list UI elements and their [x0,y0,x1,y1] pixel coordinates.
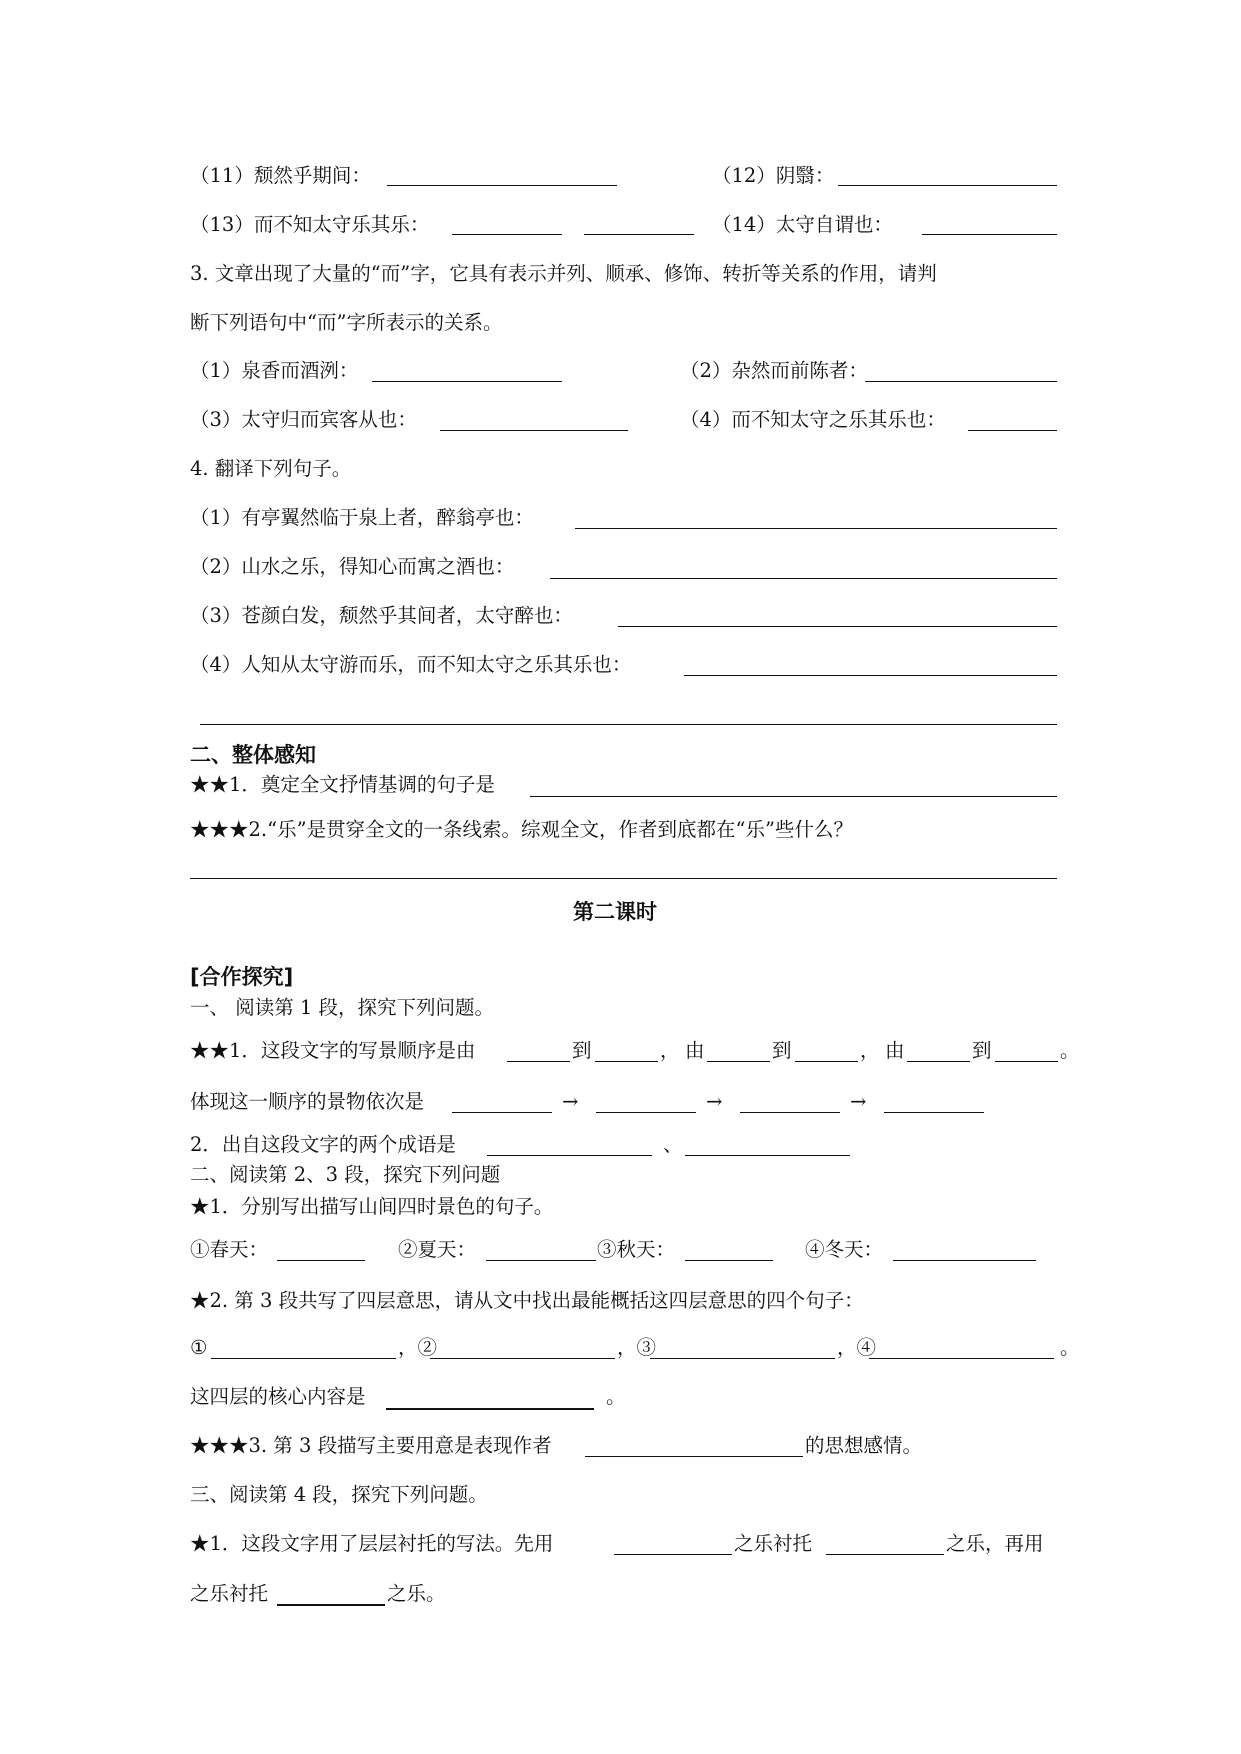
q3-3-answer-blank[interactable] [440,430,628,431]
s1-q1-to-1: 到 [572,1039,592,1062]
s2-q2-period: 。 [1060,1336,1080,1359]
s2-q2-item3-label: ，③ [617,1336,657,1359]
q4-4-label: （4）人知从太守游而乐，而不知太守之乐其乐也： [190,653,632,676]
s1-q1-from-2: 由 [685,1039,705,1062]
q14-answer-blank[interactable] [922,234,1057,235]
s2-heading: 二、阅读第 2、3 段，探究下列问题 [190,1163,501,1186]
s2-winter-label: ④冬天： [805,1238,884,1261]
q4-3-answer-blank[interactable] [618,626,1057,627]
q11-label: （11）颓然乎期间： [190,164,371,187]
q3-4-answer-blank[interactable] [968,430,1057,431]
s1-q1-blank-5[interactable] [907,1061,970,1062]
s2-q2-blank-1[interactable] [211,1358,396,1359]
q3-prompt-line1: 3. 文章出现了大量的“而”字，它具有表示并列、顺承、修饰、转折等关系的作用，请判 [190,262,937,285]
s1-q1-blank-4[interactable] [795,1061,858,1062]
arrow-icon: → [706,1090,723,1113]
q3-1-answer-blank[interactable] [372,381,562,382]
s3-q1-blank-1[interactable] [614,1554,732,1555]
s2-autumn-blank[interactable] [685,1260,773,1261]
q3-2-answer-blank[interactable] [865,381,1057,382]
s1-sequence-blank-1[interactable] [452,1112,552,1113]
q11-answer-blank[interactable] [387,185,617,186]
lesson-title: 第二课时 [573,900,657,924]
q12-label: （12）阴翳： [712,164,835,187]
s3-heading: 三、阅读第 4 段，探究下列问题。 [190,1483,488,1506]
s2-q2-blank-4[interactable] [869,1358,1054,1359]
part2-q1-label: ★★1．奠定全文抒情基调的句子是 [190,773,495,796]
s3-q1-mid-2: 之乐，再用 [946,1532,1044,1555]
s3-q1-blank-2[interactable] [826,1554,944,1555]
q3-3-label: （3）太守归而宾客从也： [190,408,417,431]
s1-q1-blank-6[interactable] [995,1061,1058,1062]
s2-q2-prompt: ★2. 第 3 段共写了四层意思，请从文中找出最能概括这四层意思的四个句子： [190,1289,864,1312]
s1-sequence-label: 体现这一顺序的景物依次是 [190,1090,425,1113]
s2-q2-blank-3[interactable] [650,1358,835,1359]
s2-winter-blank[interactable] [893,1260,1036,1261]
s2-q2-item1-label: ① [190,1336,208,1359]
q4-1-answer-blank[interactable] [575,528,1057,529]
section-cooperative-inquiry: [合作探究] [190,965,294,989]
s2-q3-suffix: 的思想感情。 [805,1434,923,1457]
q3-prompt-line2: 断下列语句中“而”字所表示的关系。 [190,311,503,334]
part2-q2-answer-blank[interactable] [190,878,1057,879]
s1-q2-separator: 、 [663,1133,683,1156]
q3-4-label: （4）而不知太守之乐其乐也： [680,408,946,431]
s3-q1-label: ★1．这段文字用了层层衬托的写法。先用 [190,1532,554,1555]
s2-autumn-label: ③秋天： [597,1238,676,1261]
q4-4-answer-blank[interactable] [684,675,1057,676]
s2-core-period: 。 [606,1385,626,1408]
s3-q1-mid-3: 之乐衬托 [190,1582,269,1605]
s1-sequence-blank-3[interactable] [740,1112,840,1113]
s1-q1-blank-2[interactable] [595,1061,658,1062]
s3-q1-mid-1: 之乐衬托 [734,1532,813,1555]
q13-label: （13）而不知太守乐其乐： [190,213,430,236]
s2-q2-blank-2[interactable] [430,1358,615,1359]
q4-prompt: 4. 翻译下列句子。 [190,457,352,480]
q4-1-label: （1）有亭翼然临于泉上者，醉翁亭也： [190,506,534,529]
arrow-icon: → [850,1090,867,1113]
s1-q1-period: 。 [1060,1039,1080,1062]
s1-q1-from-3: 由 [885,1039,905,1062]
s2-spring-blank[interactable] [277,1260,365,1261]
q12-answer-blank[interactable] [838,185,1057,186]
q13-answer-blank-1[interactable] [452,234,562,235]
part2-q2-prompt: ★★★2.“乐”是贯穿全文的一条线索。综观全文，作者到底都在“乐”些什么？ [190,818,853,841]
q4-3-label: （3）苍颜白发，颓然乎其间者，太守醉也： [190,604,573,627]
s1-q1-blank-3[interactable] [707,1061,770,1062]
s1-q2-label: 2．出自这段文字的两个成语是 [190,1133,456,1156]
s1-sequence-blank-2[interactable] [596,1112,696,1113]
s2-q1-prompt: ★1．分别写出描写山间四时景色的句子。 [190,1195,554,1218]
s2-core-blank[interactable] [386,1408,594,1410]
s2-q2-item2-label: ，② [398,1336,438,1359]
s1-q2-blank-2[interactable] [685,1155,850,1156]
s1-sequence-blank-4[interactable] [884,1112,984,1113]
s2-core-label: 这四层的核心内容是 [190,1385,366,1408]
s2-spring-label: ①春天： [190,1238,269,1261]
s1-q1-to-3: 到 [972,1039,992,1062]
s2-q3-label: ★★★3. 第 3 段描写主要用意是表现作者 [190,1434,552,1457]
q14-label: （14）太守自谓也： [712,213,893,236]
s1-q2-blank-1[interactable] [487,1155,652,1156]
q4-2-answer-blank[interactable] [550,578,1057,579]
s1-q1-comma-2: ， [860,1039,880,1062]
s3-q1-blank-3[interactable] [277,1604,385,1606]
arrow-icon: → [562,1090,579,1113]
s1-q1-label: ★★1．这段文字的写景顺序是由 [190,1039,476,1062]
part2-q1-answer-blank[interactable] [530,796,1057,797]
s2-summer-label: ②夏天： [398,1238,477,1261]
s1-q1-blank-1[interactable] [507,1061,570,1062]
s1-q1-comma-1: ， [660,1039,680,1062]
q4-4-answer-blank-continued[interactable] [200,724,1057,725]
q3-1-label: （1）泉香而酒洌： [190,359,359,382]
q4-2-label: （2）山水之乐，得知心而寓之酒也： [190,555,515,578]
s1-heading: 一、 阅读第 1 段，探究下列问题。 [190,996,495,1019]
q3-2-label: （2）杂然而前陈者： [680,359,868,382]
section-heading-overall: 二、整体感知 [190,743,316,767]
s2-summer-blank[interactable] [486,1260,596,1261]
s2-q2-item4-label: ，④ [837,1336,877,1359]
s1-q1-to-2: 到 [772,1039,792,1062]
s3-q1-end: 之乐。 [387,1582,446,1605]
s2-q3-blank[interactable] [585,1456,803,1457]
q13-answer-blank-2[interactable] [584,234,694,235]
